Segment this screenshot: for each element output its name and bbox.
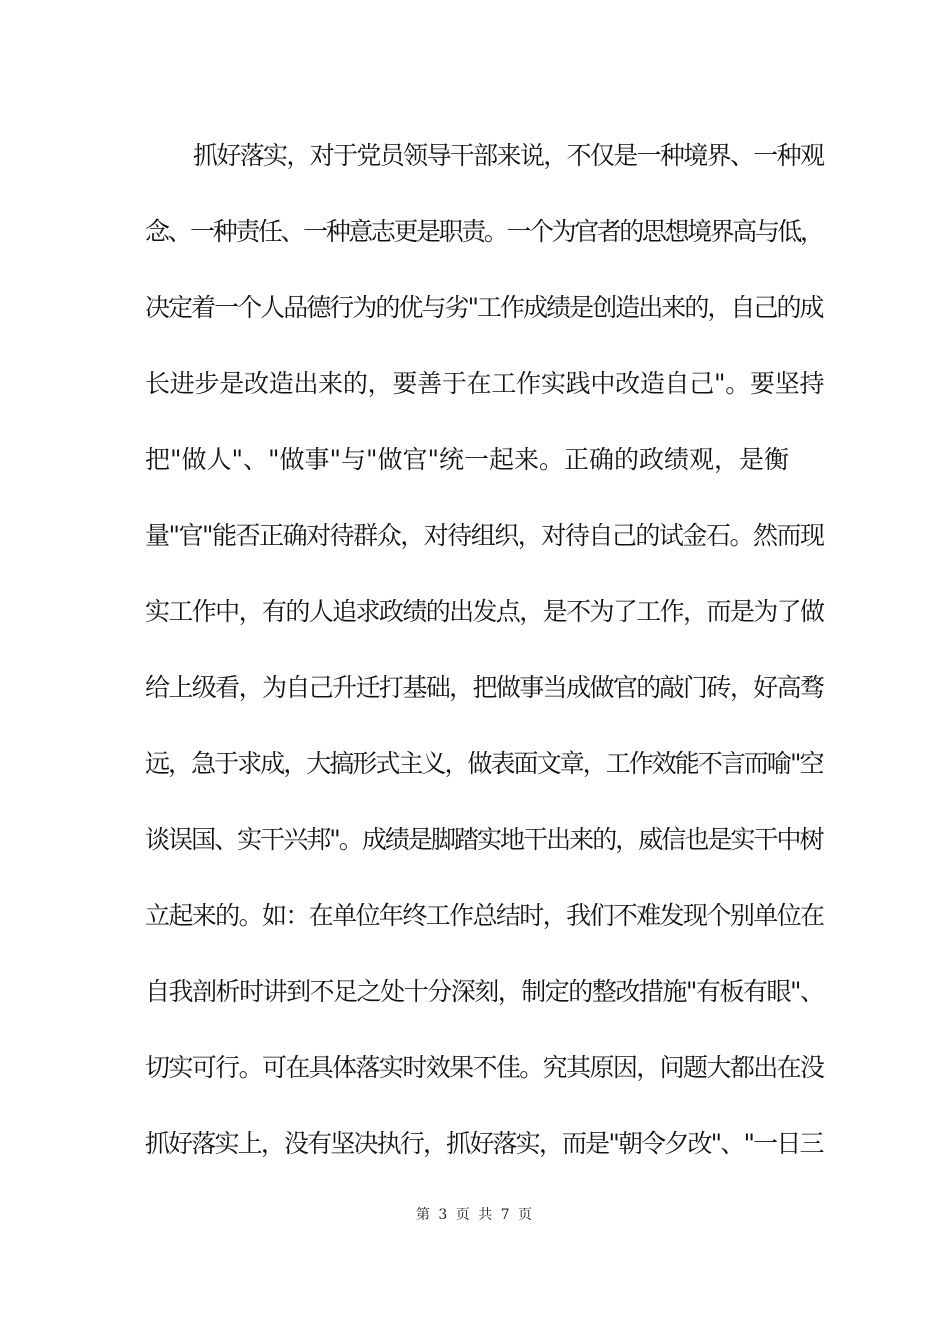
paragraph-line-1: 抓好落实，对于党员领导干部来说，不仅是一种境界、一种观 <box>193 141 824 170</box>
paragraph-line-9: 远，急于求成，大搞形式主义，做表面文章，工作效能不言而喻"空 <box>145 749 823 778</box>
paragraph-line-7: 实工作中，有的人追求政绩的出发点，是不为了工作，而是为了做 <box>145 597 824 626</box>
paragraph-line-5: 把"做人"、"做事"与"做官"统一起来。正确的政绩观，是衡 <box>145 445 789 474</box>
paragraph-line-4: 长进步是改造出来的，要善于在工作实践中改造自己"。要坚持 <box>145 369 825 398</box>
paragraph-line-12: 自我剖析时讲到不足之处十分深刻，制定的整改措施"有板有眼"、 <box>145 977 824 1006</box>
paragraph-line-13: 切实可行。可在具体落实时效果不佳。究其原因，问题大都出在没 <box>145 1053 824 1082</box>
paragraph-line-11: 立起来的。如：在单位年终工作总结时，我们不难发现个别单位在 <box>145 901 824 930</box>
paragraph-line-14: 抓好落实上，没有坚决执行，抓好落实，而是"朝令夕改"、"一日三 <box>145 1129 823 1158</box>
paragraph-line-6: 量"官"能否正确对待群众，对待组织，对待自己的试金石。然而现 <box>145 521 824 550</box>
page-number-footer: 第 3 页 共 7 页 <box>415 1207 535 1223</box>
paragraph-line-8: 给上级看，为自己升迁打基础，把做事当成做官的敲门砖，好高骛 <box>145 673 824 702</box>
paragraph-line-10: 谈误国、实干兴邦"。成绩是脚踏实地干出来的，威信也是实干中树 <box>145 825 823 854</box>
paragraph-line-2: 念、一种责任、一种意志更是职责。一个为官者的思想境界高与低， <box>145 217 823 246</box>
paragraph-line-3: 决定着一个人品德行为的优与劣"工作成绩是创造出来的，自己的成 <box>145 293 823 322</box>
